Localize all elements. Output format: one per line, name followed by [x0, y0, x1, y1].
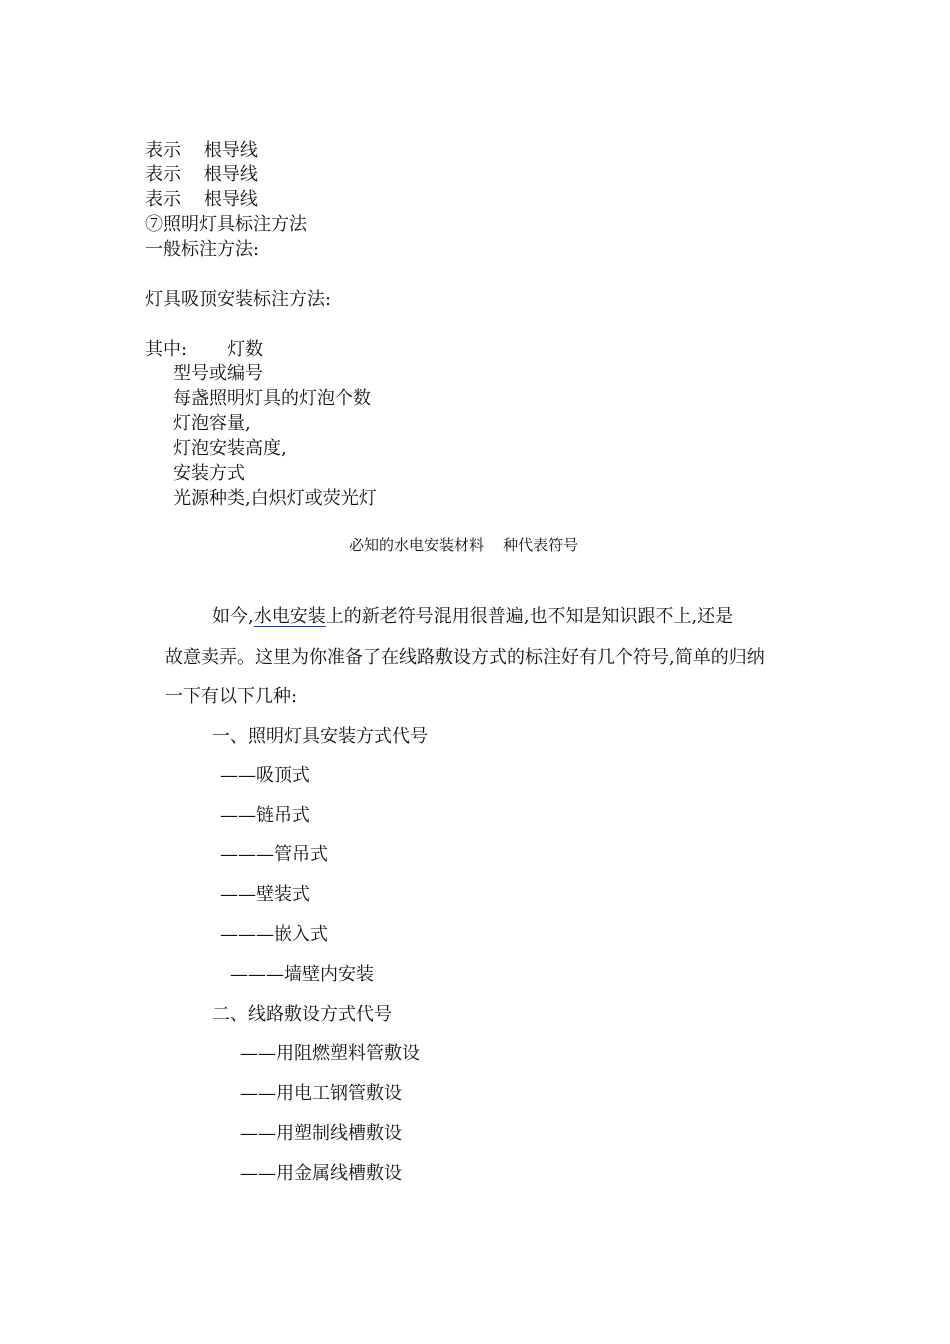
- wiring-code-item: ——用金属线槽敷设: [240, 1163, 402, 1184]
- section-heading-fixture-codes: 一、照明灯具安装方式代号: [212, 726, 428, 747]
- wire-count-line-1: 表示 根导线: [145, 140, 258, 161]
- fixture-code-item: ———管吊式: [220, 844, 328, 865]
- wire-count-line-2: 表示 根导线: [145, 164, 258, 185]
- general-marking-label: 一般标注方法:: [145, 239, 260, 260]
- fixture-code-item: ——链吊式: [220, 805, 310, 826]
- intro-suffix: 上的新老符号混用很普遍,也不知是知识跟不上,还是: [325, 606, 734, 627]
- intro-paragraph-line-3: 一下有以下几种:: [165, 686, 298, 707]
- legend-item: 每盏照明灯具的灯泡个数: [173, 388, 371, 409]
- legend-item: 型号或编号: [173, 363, 263, 384]
- fixture-code-item: ——吸顶式: [220, 765, 310, 786]
- fixture-code-item: ———嵌入式: [220, 924, 328, 945]
- ceiling-marking-label: 灯具吸顶安装标注方法:: [145, 289, 332, 310]
- wiring-code-item: ——用塑制线槽敷设: [240, 1123, 402, 1144]
- intro-paragraph-line-2: 故意卖弄。这里为你准备了在线路敷设方式的标注好有几个符号,简单的归纳: [165, 647, 765, 668]
- wiring-code-item: ——用阻燃塑料管敷设: [240, 1043, 420, 1064]
- intro-prefix: 如今,: [212, 606, 254, 627]
- intro-paragraph-line-1: [212, 605, 733, 629]
- fixture-code-item: ——壁装式: [220, 884, 310, 905]
- section-heading-lighting-marking: ⑦照明灯具标注方法: [145, 214, 307, 235]
- legend-item: 灯泡容量,: [173, 413, 251, 434]
- legend-intro: 其中: 灯数: [145, 339, 264, 360]
- wiring-code-item: ——用电工钢管敷设: [240, 1083, 402, 1104]
- article-title: 必知的水电安装材料 种代表符号: [349, 536, 579, 554]
- legend-item: 安装方式: [173, 463, 245, 484]
- fixture-code-item: ———墙壁内安装: [230, 964, 374, 985]
- plumbing-installation-link[interactable]: 水电安装: [253, 606, 326, 627]
- wire-count-line-3: 表示 根导线: [145, 189, 258, 210]
- legend-item: 光源种类,白炽灯或荧光灯: [173, 488, 377, 509]
- legend-item: 灯泡安装高度,: [173, 438, 287, 459]
- section-heading-wiring-codes: 二、线路敷设方式代号: [212, 1004, 392, 1025]
